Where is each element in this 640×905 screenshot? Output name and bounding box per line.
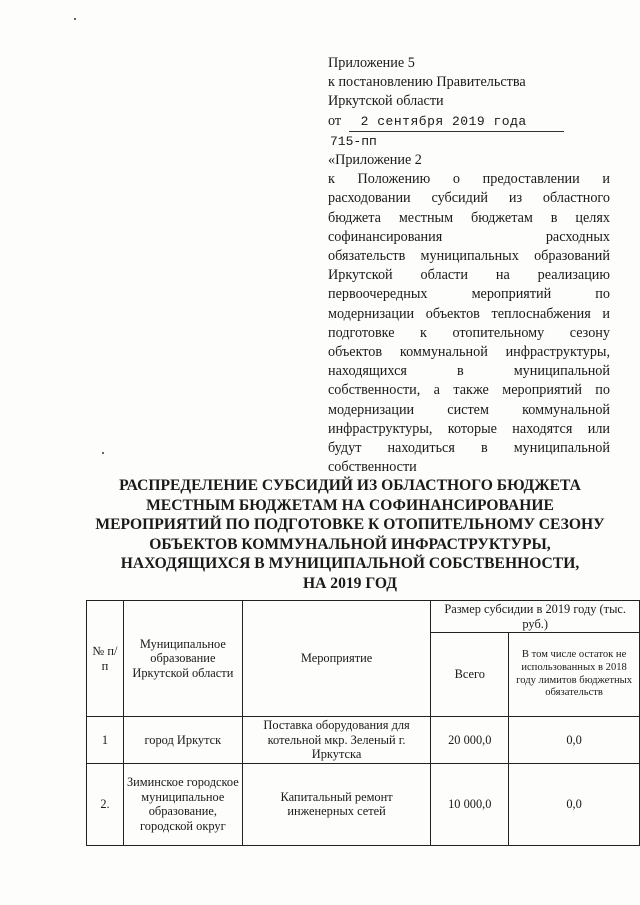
annex-paragraph-line: первоочередных мероприятий по — [328, 286, 610, 303]
annex-title: Приложение 5 — [328, 55, 415, 71]
annex-paragraph-line: находящихся в муниципальной — [328, 363, 610, 380]
header-total: Всего — [431, 633, 509, 717]
number-value: 715-пп — [330, 133, 377, 149]
cell-total: 10 000,0 — [431, 763, 509, 845]
cell-remainder: 0,0 — [509, 763, 640, 845]
cell-remainder: 0,0 — [509, 717, 640, 764]
annex-paragraph-line: Иркутской области на реализацию — [328, 267, 610, 284]
header-subsidy-group: Размер субсидии в 2019 году (тыс. руб.) — [431, 601, 640, 633]
title-line: РАСПРЕДЕЛЕНИЕ СУБСИДИЙ ИЗ ОБЛАСТНОГО БЮДЖЕТА — [119, 477, 581, 494]
cell-total: 20 000,0 — [431, 717, 509, 764]
scan-speck — [102, 452, 104, 454]
annex-paragraph-line: модернизации объектов теплоснабжения и — [328, 305, 610, 322]
scan-speck — [74, 18, 76, 20]
table-row — [87, 717, 640, 764]
annex-paragraph-line: бюджета местным бюджетам в целях — [328, 209, 610, 226]
date-prefix: от — [328, 112, 342, 129]
annex-paragraph-line: расходовании субсидий из областного — [328, 190, 610, 207]
title-line: МЕСТНЫМ БЮДЖЕТАМ НА СОФИНАНСИРОВАНИЕ — [146, 496, 554, 514]
document-title — [60, 476, 640, 593]
annex-paragraph-line: собственности — [328, 459, 417, 476]
title-line: МЕРОПРИЯТИЙ ПО ПОДГОТОВКЕ К ОТОПИТЕЛЬНОМУ СЕЗОНУ — [95, 516, 605, 533]
subsidy-table — [86, 600, 640, 846]
header-remainder: В том числе остаток не использованных в 2018 году лимитов бюджетных обязательств — [509, 633, 640, 717]
cell-event: Поставка оборудования для котельной мкр. Зеленый г. Иркутска — [242, 717, 431, 764]
annex-date-line — [328, 112, 610, 132]
table-row — [87, 763, 640, 845]
header-municipality: Муниципальное образование Иркутской области — [123, 601, 242, 717]
annex-paragraph-line: подготовке к отопительному сезону — [328, 324, 610, 341]
cell-municipality: город Иркутск — [123, 717, 242, 764]
annex-paragraph-line: к Положению о предоставлении и — [328, 171, 610, 188]
cell-num: 2. — [87, 763, 124, 845]
annex-paragraph-line: объектов коммунальной инфраструктуры, — [328, 344, 610, 361]
annex-block — [328, 54, 610, 477]
title-line: ОБЪЕКТОВ КОММУНАЛЬНОЙ ИНФРАСТРУКТУРЫ, — [149, 535, 551, 553]
date-value: 2 сентября 2019 года — [360, 113, 527, 129]
annex-paragraph-line: будут находиться в муниципальной — [328, 440, 610, 457]
header-event: Мероприятие — [242, 601, 431, 717]
cell-num: 1 — [87, 717, 124, 764]
annex-paragraph — [328, 170, 610, 477]
sub-annex-title: «Приложение 2 — [328, 152, 422, 169]
title-line: НА 2019 ГОД — [303, 574, 397, 592]
annex-paragraph-line: инфраструктуры, которые находятся или — [328, 420, 610, 437]
table-header-row — [87, 601, 640, 633]
title-line: НАХОДЯЩИХСЯ В МУНИЦИПАЛЬНОЙ СОБСТВЕННОСТИ, — [120, 555, 580, 572]
date-field — [349, 112, 564, 132]
annex-paragraph-line: софинансирования расходных — [328, 228, 610, 245]
annex-paragraph-line: собственности, а также мероприятий по — [328, 382, 610, 399]
annex-resolution-line: к постановлению Правительства — [328, 74, 526, 91]
cell-event: Капитальный ремонт инженерных сетей — [242, 763, 431, 845]
annex-region-line: Иркутской области — [328, 93, 444, 110]
cell-municipality: Зиминское городское муниципальное образование, городской округ — [123, 763, 242, 845]
annex-paragraph-line: обязательств муниципальных образований — [328, 248, 610, 265]
header-num: № п/п — [87, 601, 124, 717]
annex-paragraph-line: модернизации систем коммунальной — [328, 401, 610, 418]
